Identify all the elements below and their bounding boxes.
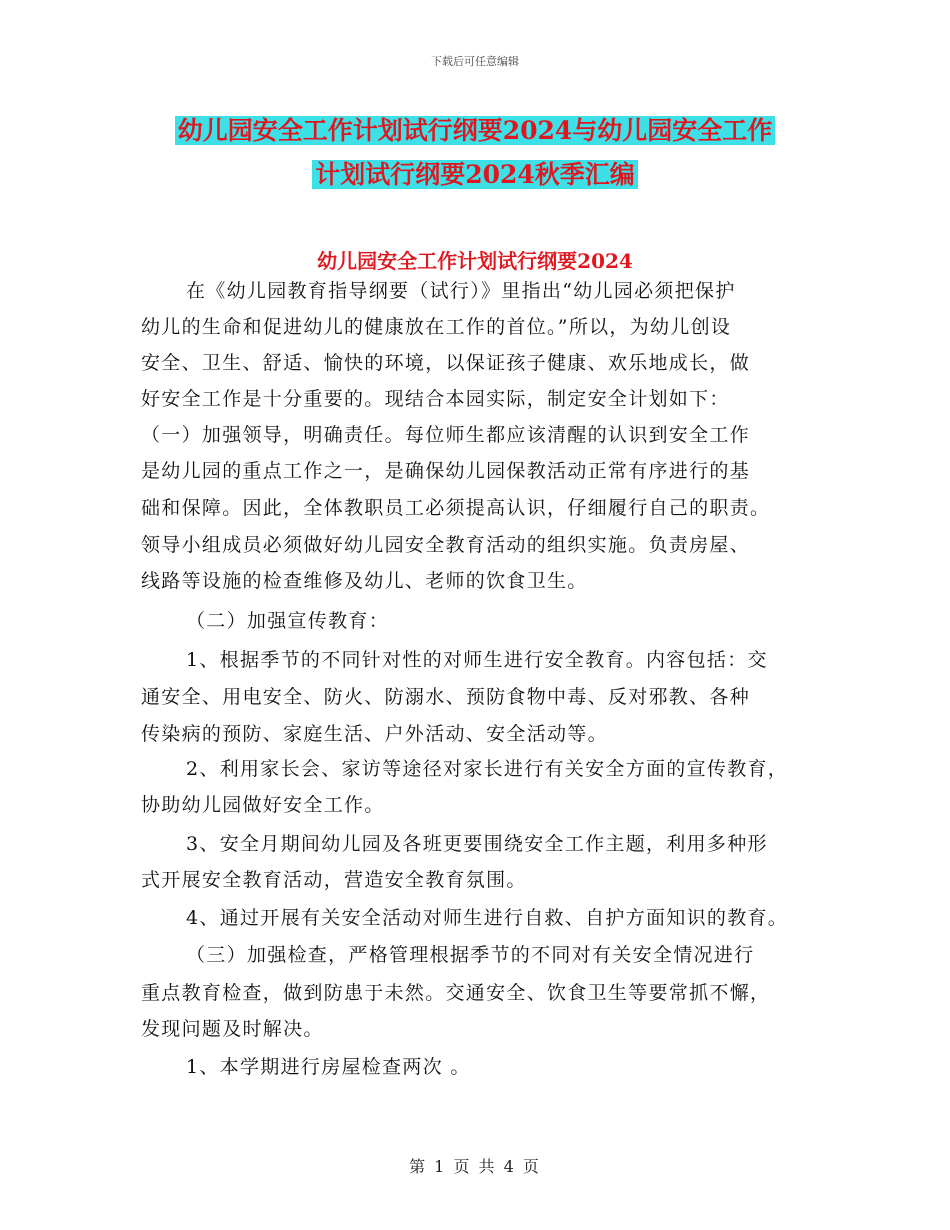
body-line: 线路等设施的检查维修及幼儿、老师的饮食卫生。 [141, 570, 588, 592]
body-line: 传染病的预防、家庭生活、户外活动、安全活动等。 [141, 723, 608, 745]
body-line: 3、安全月期间幼儿园及各班更要围绕安全工作主题，利用多种形 [186, 833, 768, 855]
page-footer: 第 1 页 共 4 页 [409, 1157, 541, 1176]
body-line: 4、通过开展有关安全活动对师生进行自救、自护方面知识的教育。 [186, 907, 789, 929]
body-line: 是幼儿园的重点工作之一，是确保幼儿园保教活动正常有序进行的基 [141, 460, 751, 482]
body-line: 安全、卫生、舒适、愉快的环境，以保证孩子健康、欢乐地成长，做 [141, 352, 751, 374]
body-line: 协助幼儿园做好安全工作。 [141, 794, 385, 816]
document-title-line-2 [0, 156, 950, 194]
body-line: 发现问题及时解决。 [141, 1018, 324, 1040]
body-line: 础和保障。因此，全体教职员工必须提高认识，仔细履行自己的职责。 [141, 497, 771, 519]
header-note: 下载后可任意编辑 [431, 55, 519, 68]
body-line: （三）加强检查，严格管理根据季节的不同对有关安全情况进行 [186, 944, 755, 966]
body-line: 1、根据季节的不同针对性的对师生进行安全教育。内容包括：交 [186, 649, 768, 671]
body-line: 在《幼儿园教育指导纲要（试行）》里指出“幼儿园必须把保护 [186, 280, 736, 302]
body-line: 好安全工作是十分重要的。现结合本园实际，制定安全计划如下： [141, 388, 730, 410]
body-line: 1、本学期进行房屋检查两次 。 [186, 1056, 471, 1078]
body-line: 领导小组成员必须做好幼儿园安全教育活动的组织实施。负责房屋、 [141, 534, 751, 556]
body-line: （一）加强领导，明确责任。每位师生都应该清醒的认识到安全工作 [141, 424, 751, 446]
body-line: 幼儿的生命和促进幼儿的健康放在工作的首位。”所以，为幼儿创设 [141, 316, 732, 338]
body-line: （二）加强宣传教育： [186, 610, 390, 632]
body-line: 重点教育检查，做到防患于未然。交通安全、饮食卫生等要常抓不懈， [141, 982, 771, 1004]
title-highlight: 幼儿园安全工作计划试行纲要2024与幼儿园安全工作 [175, 116, 776, 145]
body-line: 通安全、用电安全、防火、防溺水、预防食物中毒、反对邪教、各种 [141, 686, 751, 708]
document-title-line-1 [0, 112, 950, 150]
title-highlight: 计划试行纲要2024秋季汇编 [312, 160, 638, 189]
body-line: 2、利用家长会、家访等途径对家长进行有关安全方面的宣传教育， [186, 758, 789, 780]
body-line: 式开展安全教育活动，营造安全教育氛围。 [141, 869, 527, 891]
section-title: 幼儿园安全工作计划试行纲要2024 [317, 249, 633, 273]
